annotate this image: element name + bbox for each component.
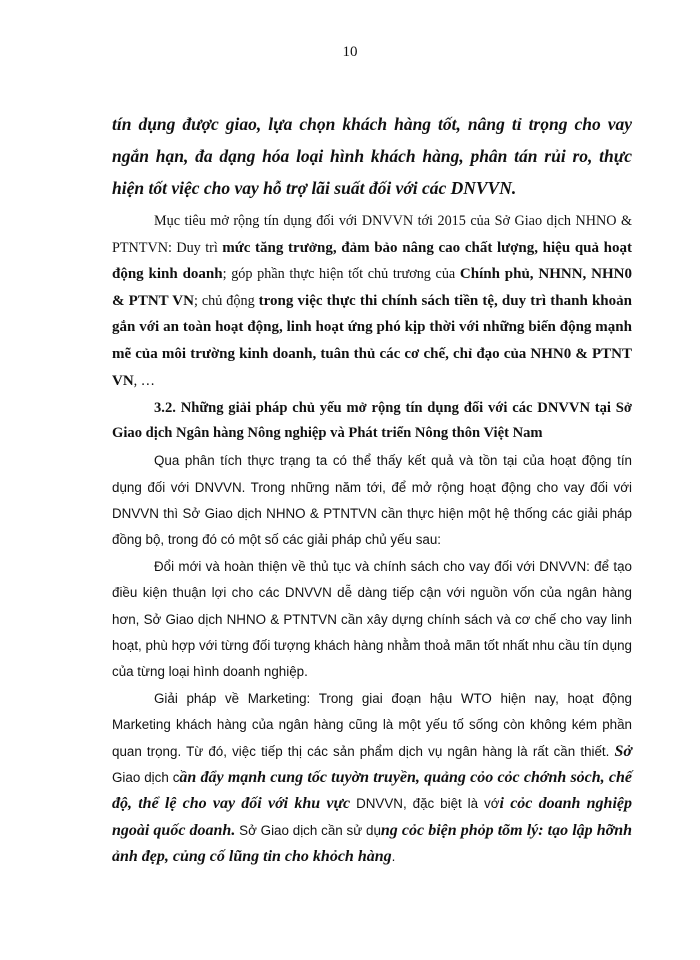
objective-mid: ; góp phần thực hiện tốt chủ trương của [222,266,460,283]
intro-paragraph: tín dụng được giao, lựa chọn khách hàng tốt, nâng tỉ trọng cho vay ngắn hạn, đa dạng hóa loại hình khách hàng, phân tán rủi ro, thực hiện tốt việc cho vay hỗ trợ lãi suất đối với các DNVVN. [112,114,632,198]
page-number: 10 [342,44,358,60]
marketing-tail: . [391,849,396,865]
marketing-bold-1: Sở [614,742,632,760]
marketing-mid-3: Sở Giao dịch cần sử dụ [235,822,381,838]
procedure-paragraph: Đổi mới và hoàn thiện về thủ tục và chính sách cho vay đối với DNVVN: để tạo điều kiện thuận lợi cho các DNVVN dễ dàng tiếp cận với nguồn vốn của ngân hàng hơn, Sở Giao dịch NHNO & PTNTVN cần xây dựng chính sách và cơ chế cho vay linh hoạt, phù hợp với từng đối tượng khách hàng nhằm thoả mãn tốt nhất nhu cầu tín dụng của từng loại hình doanh nghiệp. [112,558,632,680]
marketing-bold-4: ng cỏc biện phỏp tõm lý: tạo lập hỡnh ảnh đẹp, củng cố lũng tin cho khỏch hàng [112,821,633,866]
analysis-paragraph: Qua phân tích thực trạng ta có thể thấy kết quả và tồn tại của hoạt động tín dụng đối với DNVVN. Trong những năm tới, để mở rộng hoạt động cho vay đối với DNVVN thì Sở Giao dịch NHNO & PTNTVN cần thực hiện một hệ thống các giải pháp đồng bộ, trong đó có một số các giải pháp chủ yếu sau: [112,453,632,548]
objective-tail: , … [133,372,155,389]
objective-mid-2: ; chủ động [193,292,259,309]
marketing-bold-3: i cỏc doanh nghiệp ngoài quốc doanh. [112,795,632,839]
marketing-mid-1: Giao dịch c [112,770,180,786]
marketing-mid-2: DNVVN, đặc biệt là vớ [350,796,500,812]
objective-bold-2: Chính phủ, NHNN, NHN0 & PTNT VN [112,266,632,309]
marketing-paragraph [112,686,632,871]
marketing-lead: Giải pháp về Marketing: Trong giai đoạn hậu WTO hiện nay, hoạt động Marketing khách hàng của ngân hàng cũng là một yếu tố sống còn không kém phần quan trọng. Từ đó, việc tiếp thị các sản phẩm dịch vụ ngân hàng là rất cần thiết. [112,690,632,759]
section-heading: 3.2. Những giải pháp chủ yếu mở rộng tín dụng đối với các DNVVN tại Sở Giao dịch Ngân hàng Nông nghiệp và Phát triển Nông thôn Việt Nam [112,400,632,442]
document-body [112,108,632,871]
objective-bold-3: trong việc thực thi chính sách tiền tệ, duy trì thanh khoản gắn với an toàn hoạt động, linh hoạt ứng phó kịp thời với những biến động mạnh mẽ của môi trường kinh doanh, tuân thủ các cơ chế, chỉ đạo của NHN0 & PTNT VN [112,292,632,389]
objective-bold-1: mức tăng trưởng, đảm bảo nâng cao chất lượng, hiệu quả hoạt động kinh doanh [112,239,632,283]
marketing-bold-2: ần đẩy mạnh cung tốc tuyờn truyền, quảng cỏo cỏc chớnh sỏch, chế độ, thể lệ cho vay đối với khu vực [112,769,632,813]
objective-lead: Mục tiêu mở rộng tín dụng đối với DNVVN tới 2015 của Sở Giao dịch NHNO & PTNTVN: Duy trì [112,213,632,256]
objective-paragraph [112,208,632,394]
